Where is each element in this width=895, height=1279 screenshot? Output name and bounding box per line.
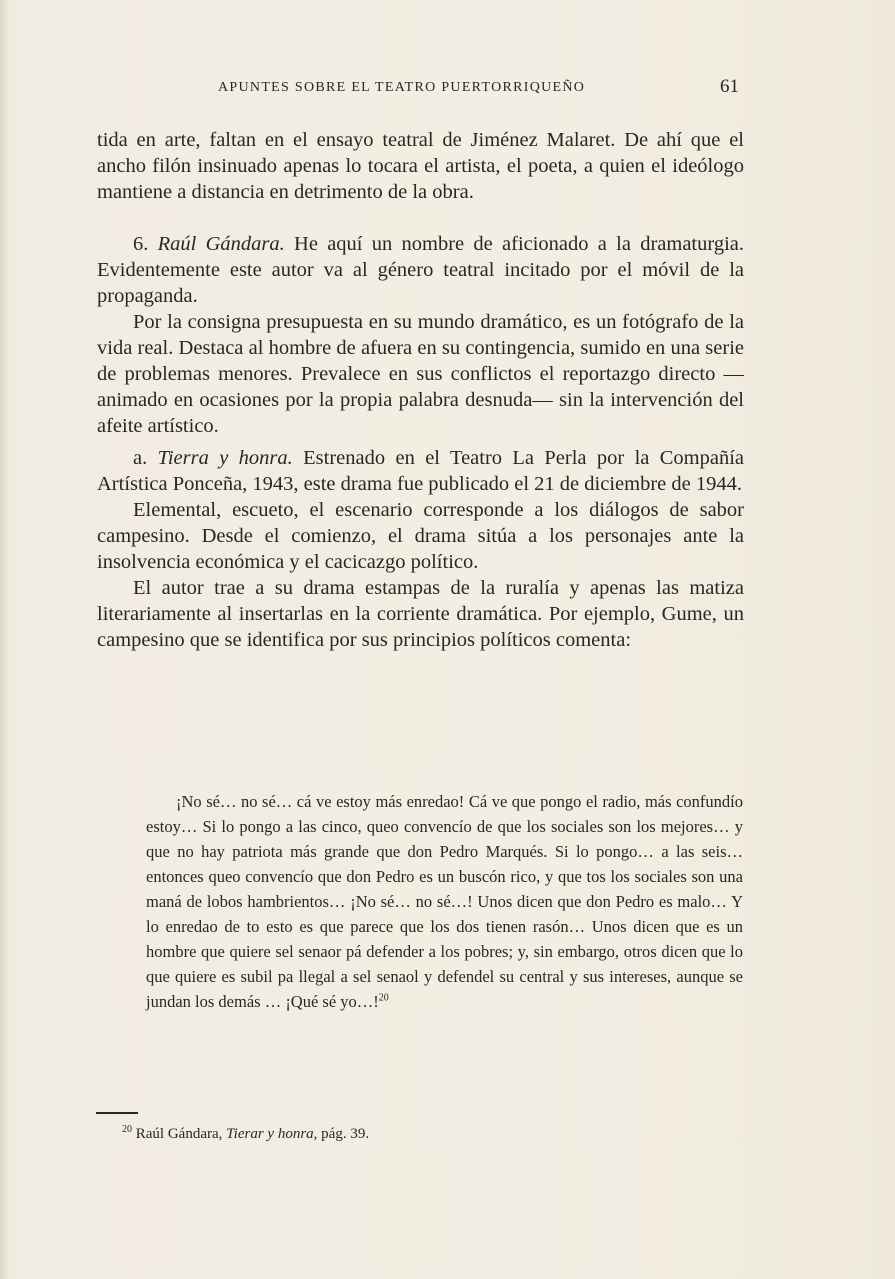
- quote-paragraph: [146, 789, 743, 1014]
- footnote-author: Raúl Gándara,: [135, 1126, 227, 1142]
- page-number: 61: [720, 76, 739, 97]
- footnote-divider: [96, 1112, 138, 1114]
- paragraph-1: tida en arte, faltan en el ensayo teatral de Jiménez Malaret. De ahí que el ancho filón insinuado apenas lo tocara el artista, el poeta, a quien el ideólogo mantiene a distancia en detrimento de la obra.: [97, 129, 744, 203]
- footnote-page: pág. 39.: [317, 1126, 370, 1142]
- author-name: Raúl Gándara.: [157, 233, 285, 255]
- footnote-title: Tierar y honra,: [226, 1126, 318, 1142]
- paragraph-raul-gandara: [97, 231, 744, 309]
- quote-text: ¡No sé… no sé… cá ve estoy más enredao! Cá ve que pongo el radio, más confundío estoy… Si lo pongo a las cinco, queo convencío de que los sociales son los mejores… y que no hay patriota más grande que don Pedro Marqués. Si lo pongo… a las seis… entonces queo convencío que don Pedro es un buscón rico, y que tos los sociales son una maná de lobos hambrientos… ¡No sé… no sé…! Unos dicen que don Pedro es malo… Y lo enredao de to esto es que parece que los dos tienen rasón… Unos dicen que es un hombre que quiere sel senaor pá defender a los pobres; y, sin embargo, otros dicen que lo que quiere es subil pa llegal a sel senaol y defendel su central y sus intereses, aunque se jundan los demás … ¡Qué sé yo…!: [146, 792, 743, 1011]
- paragraph-tierra-y-honra: [97, 445, 744, 497]
- footnote: [122, 1124, 369, 1144]
- footnote-reference: 20: [378, 992, 389, 1004]
- play-title: Tierra y honra.: [157, 447, 293, 469]
- paragraph-3: Por la consigna presupuesta en su mundo dramático, es un fotógrafo de la vida real. Destaca al hombre de afuera en su contingencia, sumido en una serie de problemas menores. Prevalece en sus conflictos el reportazgo directo —animado en ocasiones por la propia palabra desnuda— sin la intervención del afeite artístico.: [97, 311, 744, 437]
- block-quote: [146, 789, 743, 1014]
- footnote-number: 20: [122, 1124, 132, 1135]
- paragraph-6: El autor trae a su drama estampas de la ruralía y apenas las matiza literariamente al insertarlas en la corriente dramática. Por ejemplo, Gume, un campesino que se identifica por sus principios políticos comenta:: [97, 577, 744, 651]
- page-header: [0, 76, 895, 100]
- section-number: 6.: [133, 233, 158, 255]
- body-text: [97, 127, 744, 653]
- paragraph-5: Elemental, escueto, el escenario corresponde a los diálogos de sabor campesino. Desde el comienzo, el drama sitúa a los personajes ante la insolvencia económica y el cacicazgo político.: [97, 499, 744, 573]
- paragraph-2-text: He aquí un nombre de aficionado a la dramaturgia. Evidentemente este autor va al género teatral incitado por el móvil de la propaganda.: [97, 233, 745, 307]
- paragraph-4-text: Estrenado en el Teatro La Perla por la Compañía Artística Ponceña, 1943, este drama fue publicado el 21 de diciembre de 1944.: [97, 447, 744, 495]
- subsection-letter: a.: [133, 447, 158, 469]
- running-title: APUNTES SOBRE EL TEATRO PUERTORRIQUEÑO: [218, 80, 586, 95]
